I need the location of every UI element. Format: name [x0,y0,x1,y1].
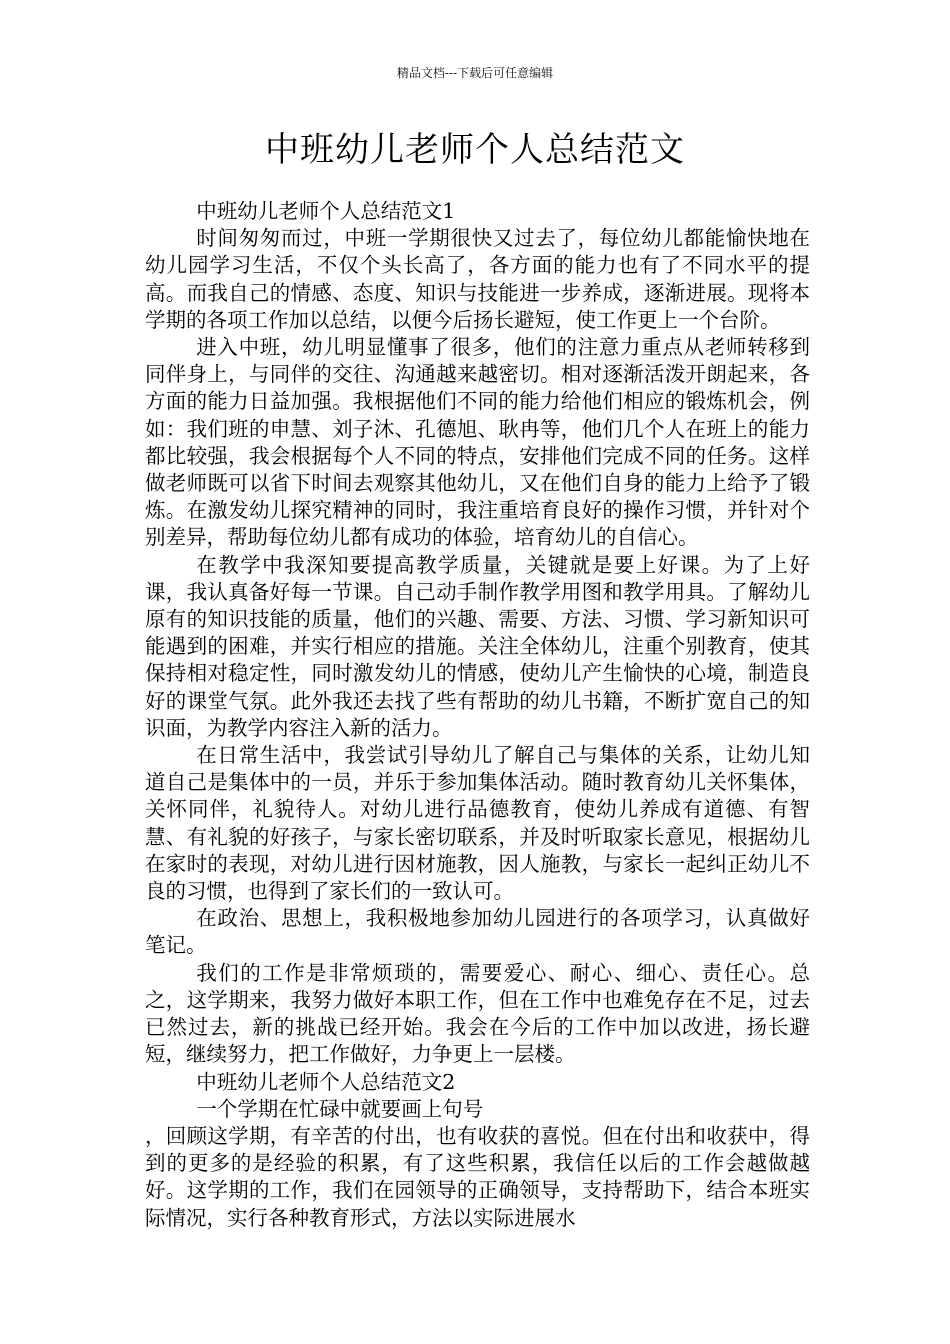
header-note: 精品文档---下载后可任意编辑 [396,66,554,80]
paragraph: 时间匆匆而过，中班一学期很快又过去了，每位幼儿都能愉快地在幼儿园学习生活，不仅个头长高了，各方面的能力也有了不同水平的提高。而我自己的情感、态度、知识与技能进一步养成，逐渐进展。现将本学期的各项工作加以总结，以便今后扬长避短，使工作更上一个台阶。 [145,226,810,332]
section-heading-2: 中班幼儿老师个人总结范文2 [196,1069,456,1094]
paragraph: 进入中班，幼儿明显懂事了很多，他们的注意力重点从老师转移到同伴身上，与同伴的交往、沟通越来越密切。相对逐渐活泼开朗起来，各方面的能力日益加强。我根据他们不同的能力给他们相应的锻炼机会，例如：我们班的申慧、刘子沐、孔德旭、耿冉等，他们几个人在班上的能力都比较强，我会根据每个人不同的特点，安排他们完成不同的任务。这样做老师既可以省下时间去观察其他幼儿，又在他们自身的能力上给予了锻炼。在激发幼儿探究精神的同时，我注重培育良好的操作习惯，并针对个别差异，帮助每位幼儿都有成功的体验，培育幼儿的自信心。 [145,335,810,550]
section-heading-1: 中班幼儿老师个人总结范文1 [196,199,456,223]
paragraph: 在日常生活中，我尝试引导幼儿了解自己与集体的关系，让幼儿知道自己是集体中的一员，并乐于参加集体活动。随时教育幼儿关怀集体，关怀同伴，礼貌待人。对幼儿进行品德教育，使幼儿养成有道德、有智慧、有礼貌的好孩子，与家长密切联系，并及时听取家长意见，根据幼儿在家时的表现，对幼儿进行因材施教，因人施教，与家长一起纠正幼儿不良的习惯，也得到了家长们的一致认可。 [145,743,810,904]
paragraph: 在政治、思想上，我积极地参加幼儿园进行的各项学习，认真做好笔记。 [145,906,810,958]
paragraph: 我们的工作是非常烦琐的，需要爱心、耐心、细心、责任心。总之，这学期来，我努力做好本职工作，但在工作中也难免存在不足，过去已然过去，新的挑战已经开始。我会在今后的工作中加以改进，扬长避短，继续努力，把工作做好，力争更上一层楼。 [145,960,810,1067]
document-title: 中班幼儿老师个人总结范文 [265,130,685,170]
document-body [145,198,810,1232]
paragraph: ，回顾这学期，有辛苦的付出，也有收获的喜悦。但在付出和收获中，得到的更多的是经验的积累，有了这些积累，我信任以后的工作会越做越好。这学期的工作，我们在园领导的正确领导，支持帮助下，结合本班实际情况，实行各种教育形式，方法以实际进展水 [145,1123,810,1230]
paragraph: 一个学期在忙碌中就要画上句号 [196,1096,484,1121]
paragraph: 在教学中我深知要提高教学质量，关键就是要上好课。为了上好课，我认真备好每一节课。自己动手制作教学用图和教学用具。了解幼儿原有的知识技能的质量，他们的兴趣、需要、方法、习惯、学习新知识可能遇到的困难，并实行相应的措施。关注全体幼儿，注重个别教育，使其保持相对稳定性，同时激发幼儿的情感，使幼儿产生愉快的心境，制造良好的课堂气氛。此外我还去找了些有帮助的幼儿书籍，不断扩宽自己的知识面，为教学内容注入新的活力。 [145,552,810,740]
